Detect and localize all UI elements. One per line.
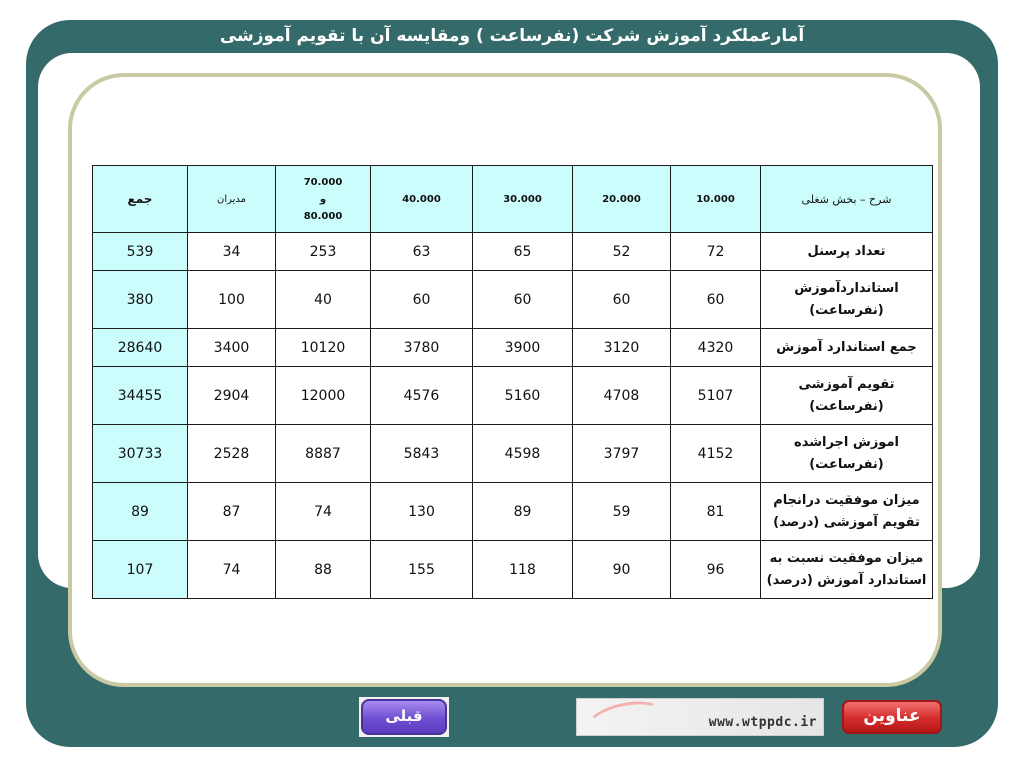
header-col-2: 20.000 <box>573 166 671 233</box>
logo-url-text: www.wtppdc.ir <box>708 715 817 730</box>
total-cell: 107 <box>93 541 188 599</box>
table-cell: 90 <box>573 541 671 599</box>
table-cell: 2528 <box>188 425 276 483</box>
contents-button[interactable]: عناوین <box>842 700 942 734</box>
row-label <box>761 271 933 329</box>
prev-button[interactable]: قبلی <box>361 699 447 735</box>
table-cell: 3120 <box>573 329 671 367</box>
table-row <box>93 541 933 599</box>
table-cell: 60 <box>473 271 573 329</box>
row-label-line1: تعداد پرسنل <box>807 243 886 259</box>
row-label-line2: استاندارد آموزش (درصد) <box>766 572 927 588</box>
table-cell: 4576 <box>371 367 473 425</box>
header-col-5 <box>276 166 371 233</box>
header-total: جمع <box>93 166 188 233</box>
row-label <box>761 541 933 599</box>
row-label-line1: میزان موفقیت درانجام <box>773 492 920 508</box>
table-cell: 72 <box>671 233 761 271</box>
row-label-line2: (نفرساعت) <box>809 398 884 414</box>
table-cell: 2904 <box>188 367 276 425</box>
row-label-line2: (نفرساعت) <box>809 302 884 318</box>
table-cell: 130 <box>371 483 473 541</box>
header-col-1: 10.000 <box>671 166 761 233</box>
row-label <box>761 425 933 483</box>
table-header-row <box>93 166 933 233</box>
table-cell: 8887 <box>276 425 371 483</box>
table-cell: 3797 <box>573 425 671 483</box>
row-label-line2: تقویم آموزشی (درصد) <box>773 514 920 530</box>
table-row <box>93 271 933 329</box>
table-cell: 34 <box>188 233 276 271</box>
table-cell: 253 <box>276 233 371 271</box>
header-col-5-line2: و <box>319 193 327 205</box>
table-cell: 87 <box>188 483 276 541</box>
table-row <box>93 233 933 271</box>
table-cell: 88 <box>276 541 371 599</box>
table-row <box>93 367 933 425</box>
total-cell: 539 <box>93 233 188 271</box>
row-label <box>761 483 933 541</box>
logo-banner <box>576 698 824 736</box>
row-label-line1: استانداردآموزش <box>794 280 899 296</box>
header-col-4: 40.000 <box>371 166 473 233</box>
table-cell: 4598 <box>473 425 573 483</box>
table-cell: 10120 <box>276 329 371 367</box>
table-cell: 5843 <box>371 425 473 483</box>
table-row <box>93 483 933 541</box>
table-cell: 52 <box>573 233 671 271</box>
header-col-5-line3: 80.000 <box>303 210 343 222</box>
total-cell: 30733 <box>93 425 188 483</box>
table-cell: 74 <box>276 483 371 541</box>
table-cell: 60 <box>573 271 671 329</box>
logo-swirl-icon <box>585 698 666 736</box>
slide-title: آمارعملکرد آموزش شرکت (نفرساعت ) ومقایسه آن با تقویم آموزشی <box>219 26 805 46</box>
row-label <box>761 367 933 425</box>
row-label-line2: (نفرساعت) <box>809 456 884 472</box>
table-cell: 100 <box>188 271 276 329</box>
table-cell: 81 <box>671 483 761 541</box>
row-label-line1: جمع استاندارد آموزش <box>776 339 917 355</box>
row-label-line1: میزان موفقیت نسبت به <box>769 550 924 566</box>
table-cell: 5107 <box>671 367 761 425</box>
total-cell: 380 <box>93 271 188 329</box>
table-row <box>93 329 933 367</box>
row-label <box>761 233 933 271</box>
table-cell: 3780 <box>371 329 473 367</box>
table-cell: 40 <box>276 271 371 329</box>
header-col-5-line1: 70.000 <box>303 176 343 188</box>
total-cell: 28640 <box>93 329 188 367</box>
table-cell: 12000 <box>276 367 371 425</box>
row-label-line1: تقویم آموزشی <box>798 376 895 392</box>
total-cell: 89 <box>93 483 188 541</box>
table-cell: 60 <box>671 271 761 329</box>
table-cell: 60 <box>371 271 473 329</box>
table-cell: 74 <box>188 541 276 599</box>
table-cell: 96 <box>671 541 761 599</box>
performance-table <box>92 165 933 599</box>
table-cell: 155 <box>371 541 473 599</box>
table-cell: 3400 <box>188 329 276 367</box>
table-cell: 89 <box>473 483 573 541</box>
header-managers: مدیران <box>188 166 276 233</box>
table-cell: 4320 <box>671 329 761 367</box>
table-cell: 118 <box>473 541 573 599</box>
table-cell: 63 <box>371 233 473 271</box>
total-cell: 34455 <box>93 367 188 425</box>
table-cell: 3900 <box>473 329 573 367</box>
table-cell: 4708 <box>573 367 671 425</box>
header-col-3: 30.000 <box>473 166 573 233</box>
row-label-line1: اموزش اجراشده <box>794 434 899 450</box>
table-cell: 65 <box>473 233 573 271</box>
header-description: شرح – بخش شغلی <box>761 166 933 233</box>
table-cell: 4152 <box>671 425 761 483</box>
table-cell: 59 <box>573 483 671 541</box>
row-label <box>761 329 933 367</box>
table-cell: 5160 <box>473 367 573 425</box>
table-row <box>93 425 933 483</box>
